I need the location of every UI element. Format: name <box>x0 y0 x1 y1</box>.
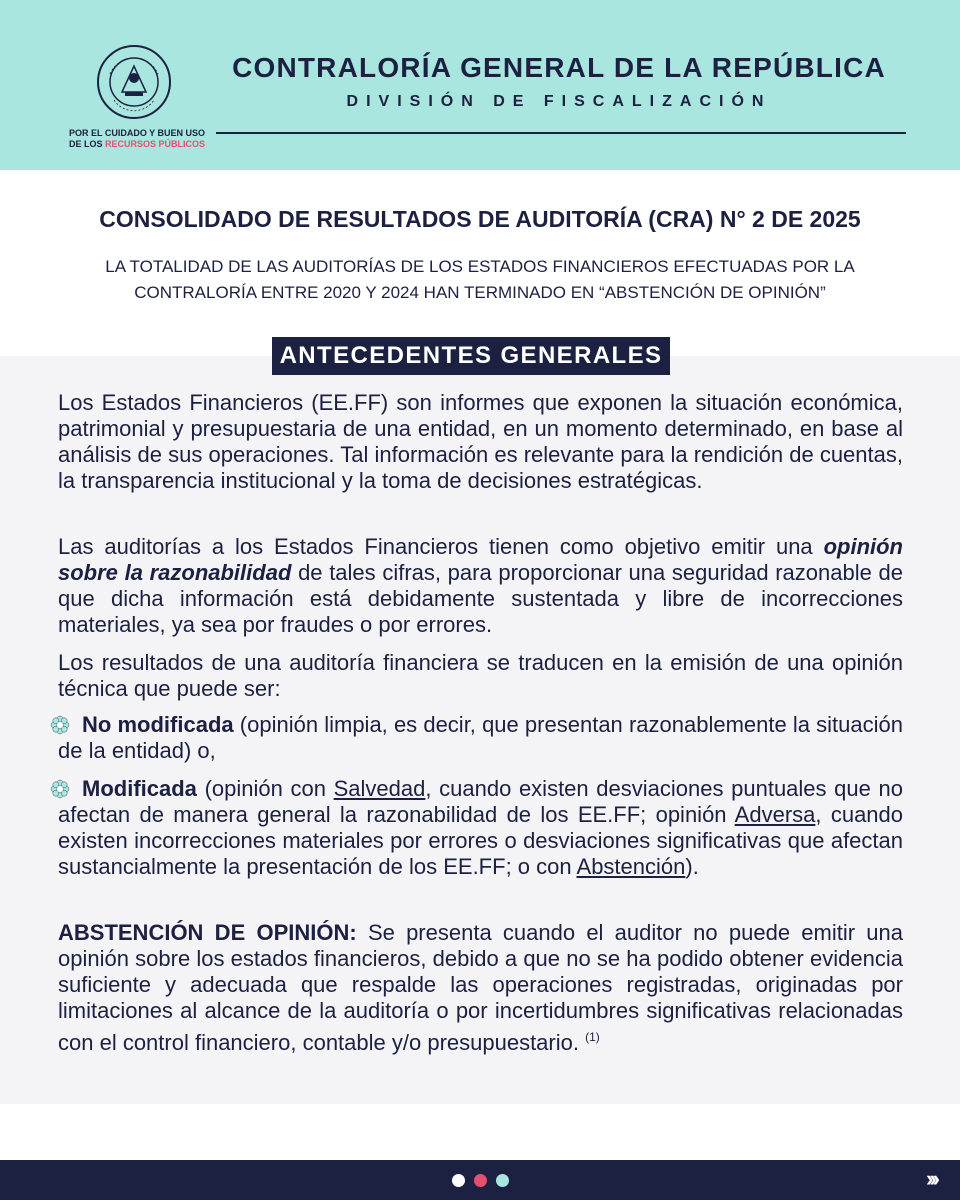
bullet2-text-d: ). <box>685 854 699 879</box>
page-dot-1[interactable] <box>452 1174 465 1187</box>
page-dot-3[interactable] <box>496 1174 509 1187</box>
flower-bullet-icon <box>50 779 70 799</box>
tagline <box>62 128 212 150</box>
abstencion-heading: ABSTENCIÓN DE OPINIÓN: <box>58 920 357 945</box>
objective-emphasis: opinión sobre la razonabilidad <box>58 534 903 585</box>
section-title: ANTECEDENTES GENERALES <box>272 337 670 375</box>
bullet2-bold: Modificada <box>82 776 197 801</box>
subtitle-line2: CONTRALORÍA ENTRE 2020 Y 2024 HAN TERMINADO EN “ABSTENCIÓN DE OPINIÓN” <box>134 283 826 302</box>
footnote-marker: (1) <box>585 1030 600 1044</box>
subtitle-line1: LA TOTALIDAD DE LAS AUDITORÍAS DE LOS ESTADOS FINANCIEROS EFECTUADAS POR LA <box>105 257 855 276</box>
tagline-line1: POR EL CUIDADO Y BUEN USO <box>68 128 206 138</box>
paragraph-intro: Los Estados Financieros (EE.FF) son informes que exponen la situación económica, patrimonial y presupuestaria de una entidad, en un momento determinado, en base al análisis de sus operaciones. Tal información es relevante para la rendición de cuentas, la transparencia institucional y la toma de decisiones estratégicas. <box>58 390 903 493</box>
paragraph-results: Los resultados de una auditoría financiera se traducen en la emisión de una opinión técnica que puede ser: <box>58 650 903 701</box>
term-salvedad: Salvedad <box>333 776 426 801</box>
bullet1-text: (opinión limpia, es decir, que presentan razonablemente la situación de la entidad) o, <box>58 712 903 763</box>
header-divider <box>216 132 906 134</box>
paragraph-objective <box>58 534 903 638</box>
objective-text-a: Las auditorías a los Estados Financieros tienen como objetivo emitir una <box>58 534 813 559</box>
footer-bar <box>0 1160 960 1200</box>
flower-bullet-icon <box>50 715 70 735</box>
tagline-prefix: DE LOS <box>68 139 103 149</box>
bullet-no-modificada <box>58 712 903 764</box>
page-subtitle <box>40 254 920 306</box>
abstencion-text: Se presenta cuando el auditor no puede emitir una opinión sobre los estados financieros, debido a que no se ha podido obtener evidencia suficiente y adecuada que respalde las operaciones registradas, originadas por limitaciones al alcance de la auditoría o por incertidumbres significativas relacionadas con el control financiero, contable y/o presupuestario. <box>58 920 903 1055</box>
term-abstencion: Abstención <box>576 854 686 879</box>
organization-name: CONTRALORÍA GENERAL DE LA REPÚBLICA <box>232 52 886 83</box>
bullet-modificada <box>58 776 903 880</box>
bullet1-bold: No modificada <box>82 712 234 737</box>
paragraph-abstencion <box>58 920 903 1056</box>
seal-emblem-icon <box>96 44 172 120</box>
division-name: DIVISIÓN DE FISCALIZACIÓN <box>346 93 772 110</box>
page-dot-2[interactable] <box>474 1174 487 1187</box>
term-adversa: Adversa <box>734 802 816 827</box>
chevrons-right-icon[interactable]: ››› <box>926 1166 936 1191</box>
tagline-line2 <box>62 139 212 150</box>
bullet2-text-b: , cuando existen desviaciones puntuales que no afectan de manera general la razonabilidad de los EE.FF; opinión <box>58 776 903 827</box>
bullet2-text-a: (opinión con <box>204 776 326 801</box>
header-band <box>0 0 960 170</box>
page-title: CONSOLIDADO DE RESULTADOS DE AUDITORÍA (CRA) N° 2 DE 2025 <box>99 206 861 232</box>
bullet2-text-c: , cuando existen incorrecciones materiales por errores o desviaciones significativas que afectan sustancialmente la presentación de los EE.FF; o con <box>58 802 904 879</box>
objective-text-c: de tales cifras, para proporcionar una seguridad razonable de que dicha información está debidamente sustentada y libre de incorrecciones materiales, ya sea por fraudes o por errores. <box>58 560 903 637</box>
tagline-accent: RECURSOS PÚBLICOS <box>105 139 206 149</box>
